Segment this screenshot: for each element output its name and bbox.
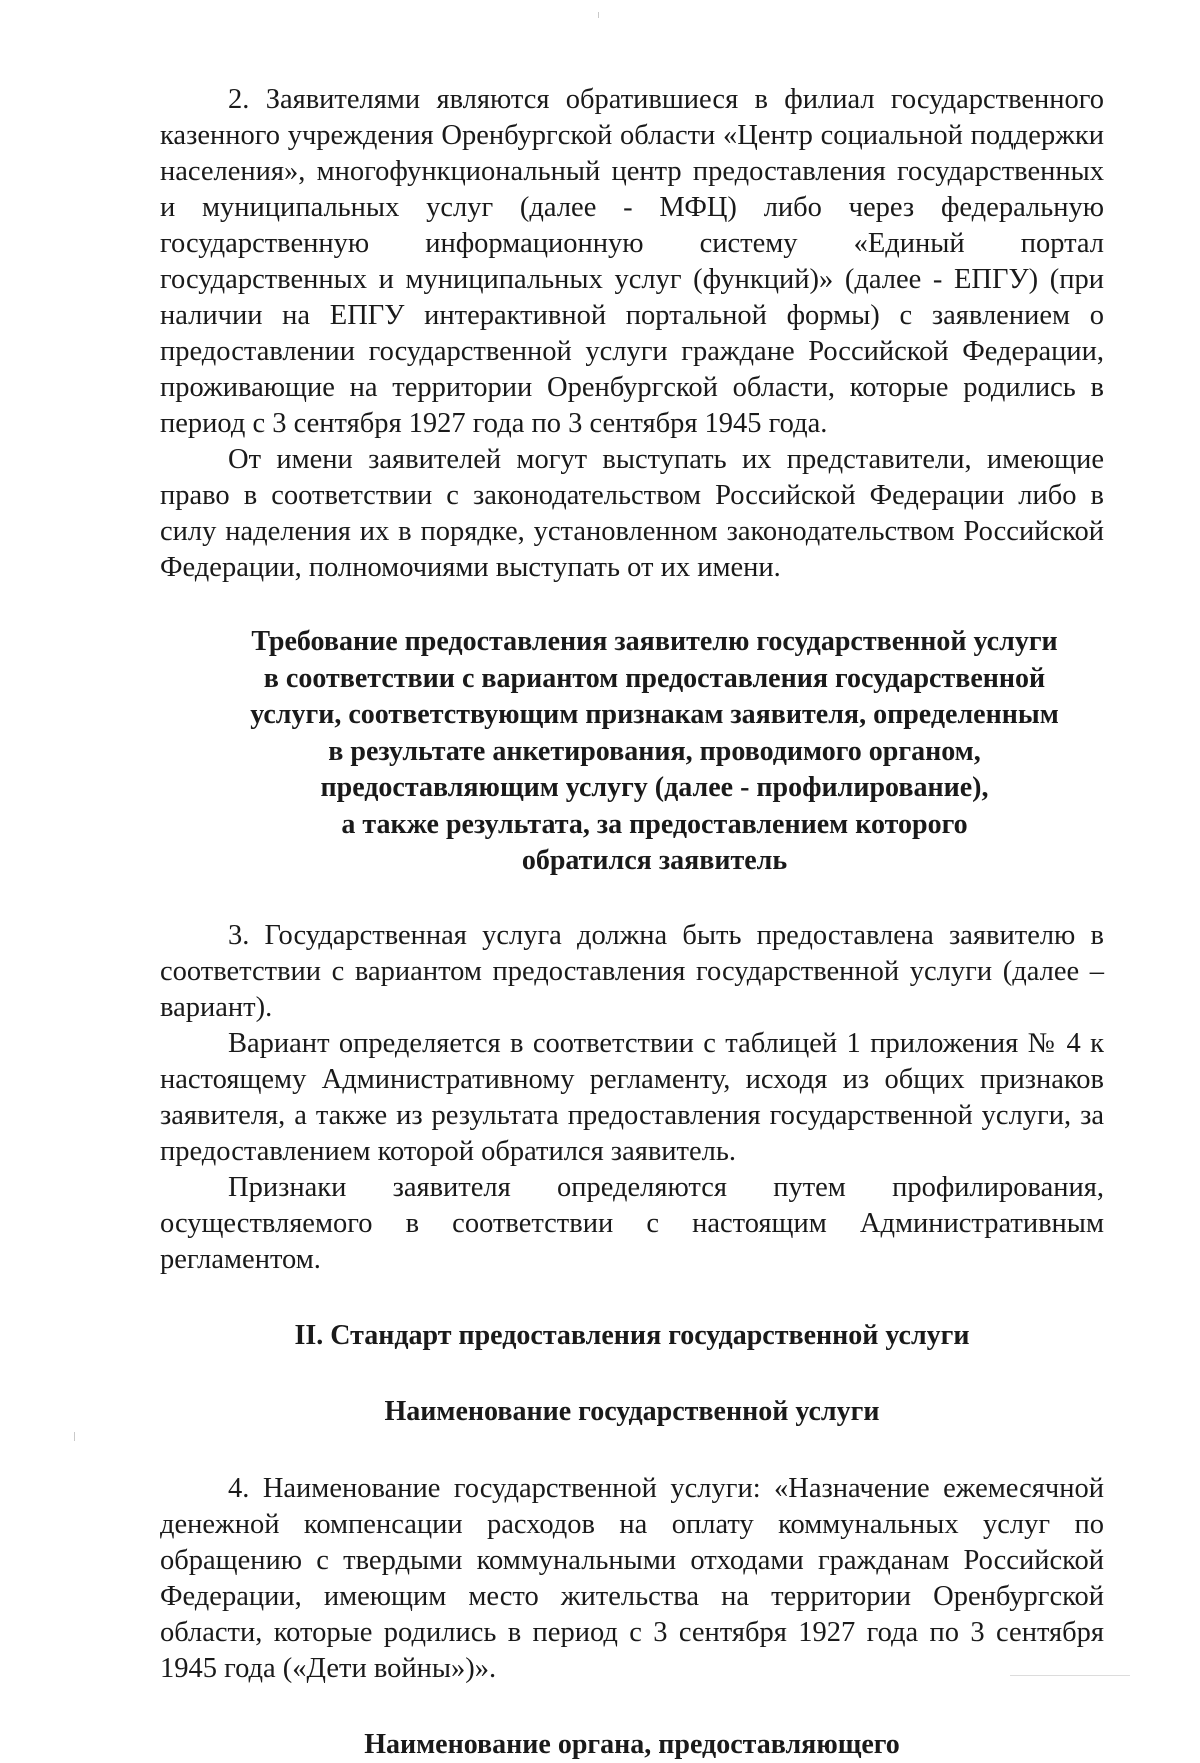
heading-requirement-line: услуги, соответствующим признакам заявителя, определенным: [205, 697, 1104, 734]
heading-requirement-line: а также результата, за предоставлением которого: [205, 807, 1104, 844]
heading-requirement-line: в соответствии с вариантом предоставления государственной: [205, 661, 1104, 698]
subheading-service-name: Наименование государственной услуги: [160, 1394, 1104, 1431]
scan-artifact-left: [74, 1432, 75, 1441]
document-body: [160, 82, 1104, 1763]
paragraph-2-representatives: От имени заявителей могут выступать их представители, имеющие право в соответствии с законодательством Российской Федерации либо в силу наделения их в порядке, установленном законодательством Российской Федерации, полномочиями выступать от их имени.: [160, 442, 1104, 586]
section-heading-standard: II. Стандарт предоставления государственной услуги: [160, 1318, 1104, 1355]
heading-requirement-line: обратился заявитель: [205, 843, 1104, 880]
subheading-providing-organ: Наименование органа, предоставляющего: [160, 1727, 1104, 1763]
paragraph-4-service-name: 4. Наименование государственной услуги: «Назначение ежемесячной денежной компенсации расходов на оплату коммунальных услуг по обращению с твердыми коммунальными отходами гражданам Российской Федерации, имеющим место жительства на территории Оренбургской области, которые родились в период с 3 сентября 1927 года по 3 сентября 1945 года («Дети войны»)».: [160, 1471, 1104, 1687]
paragraph-3-variant-determination: Вариант определяется в соответствии с таблицей 1 приложения № 4 к настоящему Административному регламенту, исходя из общих признаков заявителя, а также из результата предоставления государственной услуги, за предоставлением которой обратился заявитель.: [160, 1026, 1104, 1170]
scan-artifact-top: [598, 12, 599, 18]
heading-requirement-line: предоставляющим услугу (далее - профилирование),: [205, 770, 1104, 807]
heading-requirement-line: Требование предоставления заявителю государственной услуги: [205, 624, 1104, 661]
paragraph-3-variant: 3. Государственная услуга должна быть предоставлена заявителю в соответствии с вариантом предоставления государственной услуги (далее – вариант).: [160, 918, 1104, 1026]
heading-requirement: [205, 624, 1104, 880]
heading-requirement-line: в результате анкетирования, проводимого органом,: [205, 734, 1104, 771]
paragraph-3-applicant-features: Признаки заявителя определяются путем профилирования, осуществляемого в соответствии с настоящим Административным регламентом.: [160, 1170, 1104, 1278]
paragraph-2-applicants: 2. Заявителями являются обратившиеся в филиал государственного казенного учреждения Оренбургской области «Центр социальной поддержки населения», многофункциональный центр предоставления государственных и муниципальных услуг (далее - МФЦ) либо через федеральную государственную информационную систему «Единый портал государственных и муниципальных услуг (функций)» (далее - ЕПГУ) (при наличии на ЕПГУ интерактивной портальной формы) с заявлением о предоставлении государственной услуги граждане Российской Федерации, проживающие на территории Оренбургской области, которые родились в период с 3 сентября 1927 года по 3 сентября 1945 года.: [160, 82, 1104, 442]
